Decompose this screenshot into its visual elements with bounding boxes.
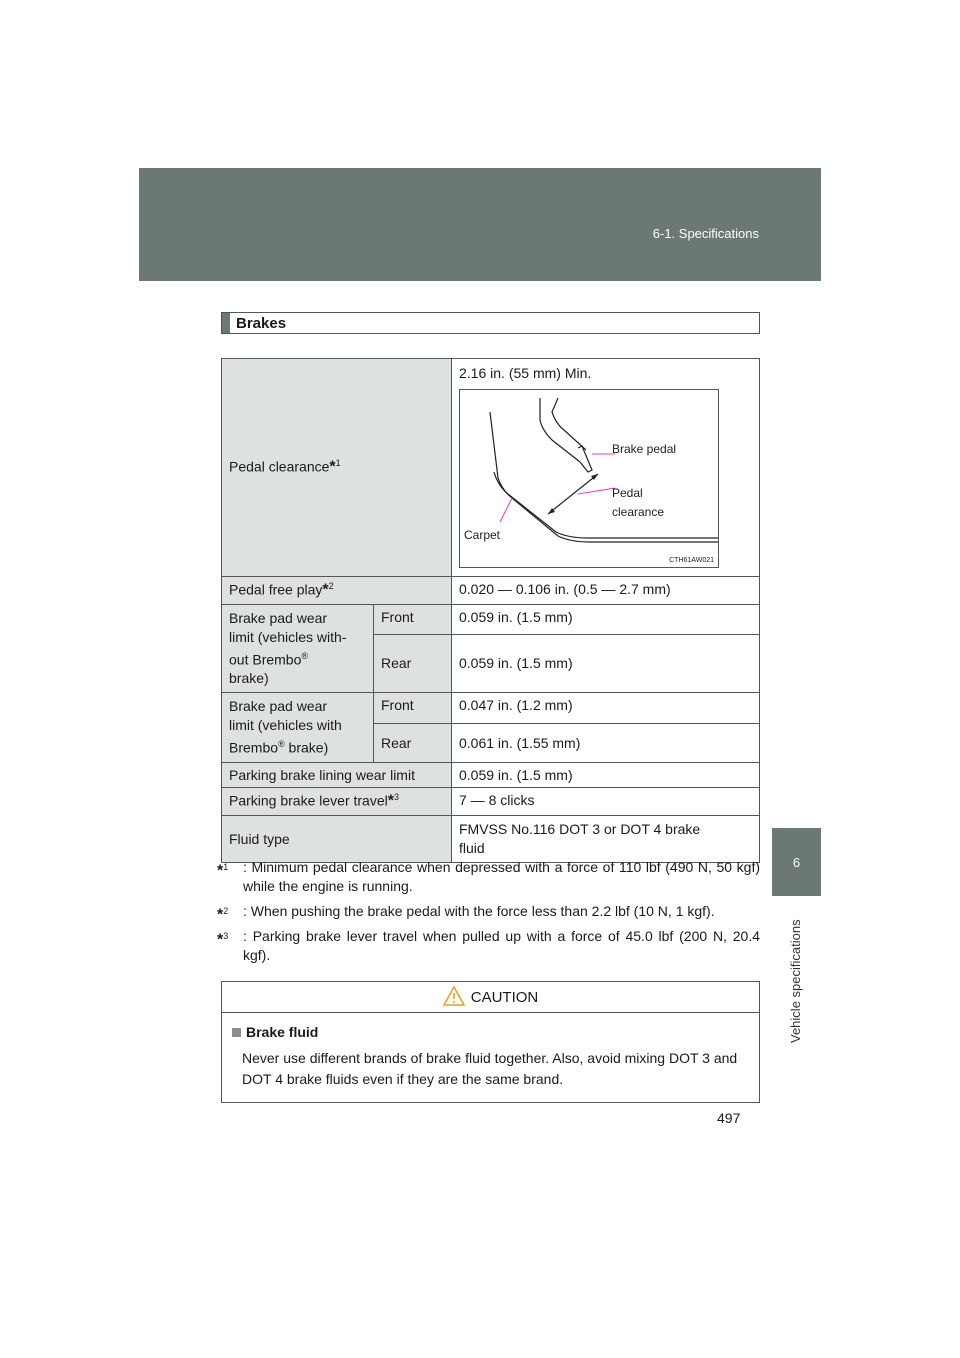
- caution-header: [222, 982, 759, 1013]
- pedal-arm-left: [540, 398, 580, 462]
- front-value: 0.047 in. (1.2 mm): [452, 693, 760, 724]
- front-value: 0.059 in. (1.5 mm): [452, 604, 760, 634]
- pad-wear-no-brembo-label: Brake pad wear limit (vehicles with- out Brembo® brake): [222, 604, 374, 693]
- section-title: Brakes: [236, 315, 287, 332]
- pedal-arm-right: [552, 398, 586, 450]
- front-label: Front: [374, 604, 452, 634]
- fluid-type-label: Fluid type: [222, 815, 452, 862]
- rear-label: Rear: [374, 723, 452, 762]
- rear-value: 0.061 in. (1.55 mm): [452, 723, 760, 762]
- table-row: [222, 815, 760, 862]
- fluid-type-value: FMVSS No.116 DOT 3 or DOT 4 brake fluid: [452, 815, 760, 862]
- free-play-value: 0.020 — 0.106 in. (0.5 — 2.7 mm): [452, 577, 760, 605]
- chapter-tab-text: Vehicle specifications: [788, 919, 803, 1043]
- title-marker: [222, 313, 230, 333]
- rear-value: 0.059 in. (1.5 mm): [452, 634, 760, 693]
- carpet-leader: [500, 498, 512, 522]
- pedal-clearance-value-cell: [452, 359, 760, 577]
- parking-lining-value: 0.059 in. (1.5 mm): [452, 762, 760, 787]
- caution-title: CAUTION: [470, 989, 539, 1006]
- parking-lever-label: Parking brake lever travel*$^3$: [222, 787, 452, 815]
- pedal-clearance-value: 2.16 in. (55 mm) Min.: [459, 365, 592, 381]
- table-row: [222, 787, 760, 815]
- pad-wear-brembo-label: Brake pad wear limit (vehicles with Brembo® brake): [222, 693, 374, 763]
- rear-label: Rear: [374, 634, 452, 693]
- table-row: [222, 604, 760, 634]
- pedal-clearance-diagram: [459, 389, 719, 568]
- caution-box: [221, 981, 760, 1103]
- brake-pedal-label: Brake pedal: [612, 442, 677, 456]
- square-bullet-icon: [232, 1028, 241, 1037]
- caution-body: Never use different brands of brake fluid together. Also, avoid mixing DOT 3 and DOT 4 brake fluids even if they are the same brand.: [242, 1050, 738, 1087]
- diagram-code: CTH61AW021: [669, 557, 714, 564]
- footnote-2: *$^2$ : When pushing the brake pedal with the force less than 2.2 lbf (10 N, 1 kgf).: [217, 903, 715, 924]
- table-row: [222, 577, 760, 605]
- footnote-1: *$^1$ : Minimum pedal clearance when depressed with a force of 110 lbf (490 N, 50 kgf) while the engine is running.: [217, 859, 760, 894]
- parking-lining-label: Parking brake lining wear limit: [222, 762, 452, 787]
- front-label: Front: [374, 693, 452, 724]
- carpet-line-outer: [490, 412, 718, 542]
- carpet-line-inner: [494, 472, 718, 538]
- chapter-tab-number: 6: [772, 828, 821, 896]
- pedal-clearance-label-1: Pedal: [612, 486, 643, 500]
- footnotes: [217, 858, 760, 971]
- free-play-label: Pedal free play*$^2$: [222, 577, 452, 605]
- brake-spec-table: [221, 358, 760, 863]
- section-heading: 6-1. Specifications: [652, 226, 759, 241]
- table-row: [222, 359, 760, 577]
- footnote-3: *$^3$ : Parking brake lever travel when pulled up with a force of 45.0 lbf (200 N, 20.4 kgf).: [217, 928, 760, 963]
- carpet-label: Carpet: [464, 528, 501, 542]
- page-number: 497: [717, 1110, 741, 1126]
- pedal-clearance-label: Pedal clearance*$^1$: [222, 359, 452, 577]
- chapter-tab-label: [772, 896, 821, 1056]
- table-row: [222, 762, 760, 787]
- table-row: [222, 693, 760, 724]
- warning-triangle-icon: [443, 986, 465, 1017]
- caution-subtitle: Brake fluid: [232, 1024, 318, 1040]
- page-header: [139, 168, 821, 281]
- section-title-bar: [221, 312, 760, 334]
- clearance-arrow: [548, 474, 598, 514]
- pedal-clearance-label-2: clearance: [612, 505, 665, 519]
- clearance-leader: [578, 488, 615, 494]
- parking-lever-value: 7 — 8 clicks: [452, 787, 760, 815]
